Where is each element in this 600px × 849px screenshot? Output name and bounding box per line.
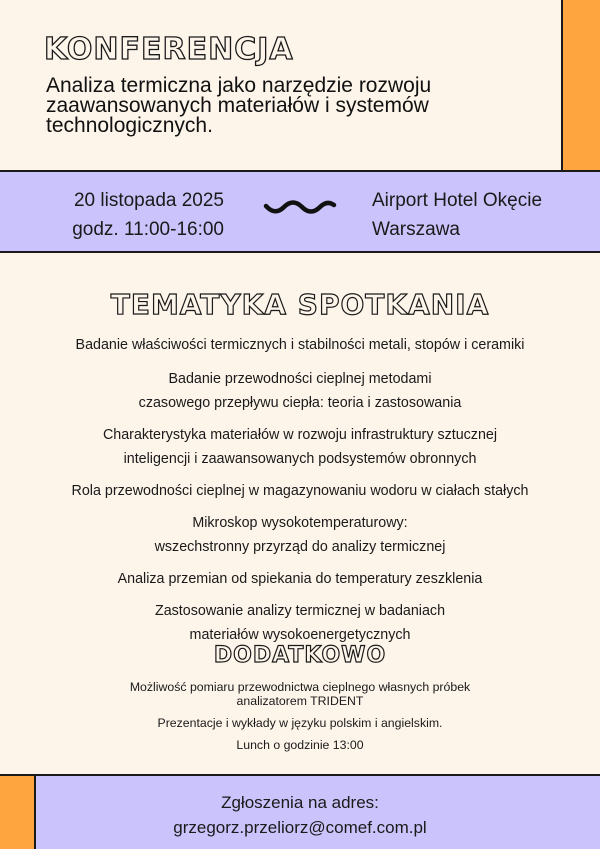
event-datetime xyxy=(72,186,224,244)
additional-item xyxy=(0,716,600,730)
topic-line: Mikroskop wysokotemperaturowy: xyxy=(192,515,408,531)
wave-icon xyxy=(263,198,337,216)
topic-line: Zastosowanie analizy termicznej w badaniach xyxy=(154,603,446,619)
topic-line: Charakterystyka materiałów w rozwoju infrastruktury sztucznej xyxy=(102,427,498,443)
topics-heading: TEMATYKA SPOTKANIA xyxy=(110,288,490,321)
topic-item xyxy=(0,423,600,471)
contact-email[interactable]: grzegorz.przeliorz@comef.com.pl xyxy=(173,818,427,837)
topic-line: inteligencji i zaawansowanych podsystemów obronnych xyxy=(123,451,477,467)
orange-accent-bar-top xyxy=(561,0,600,171)
contact-label: Zgłoszenia na adres: xyxy=(221,793,379,812)
additional-item xyxy=(0,738,600,752)
topic-line: Rola przewodności cieplnej w magazynowaniu wodoru w ciałach stałych xyxy=(71,483,529,499)
additional-line: analizatorem TRIDENT xyxy=(236,694,364,708)
topic-item xyxy=(0,367,600,415)
venue-name: Airport Hotel Okęcie xyxy=(372,190,543,211)
conference-title xyxy=(46,76,496,136)
additional-line: Możliwość pomiaru przewodnictwa cieplnego własnych próbek xyxy=(129,680,471,694)
venue-city: Warszawa xyxy=(372,219,460,240)
topic-item xyxy=(0,599,600,647)
additional-list xyxy=(0,680,600,760)
event-date: 20 listopada 2025 xyxy=(73,190,224,211)
subtitle-line: Analiza termiczna jako narzędzie rozwoju xyxy=(46,74,432,97)
contact-info xyxy=(0,790,600,840)
topic-item xyxy=(0,479,600,503)
topic-line: Badanie przewodności cieplnej metodami xyxy=(168,371,432,387)
conference-label: KONFERENCJA xyxy=(44,32,294,67)
subtitle-line: technologicznych. xyxy=(46,114,213,137)
event-location xyxy=(372,186,542,244)
topic-line: Badanie właściwości termicznych i stabilności metali, stopów i ceramiki xyxy=(75,337,525,353)
topic-line: materiałów wysokoenergetycznych xyxy=(189,627,411,643)
topic-line: wszechstronny przyrząd do analizy termicznej xyxy=(154,539,446,555)
additional-item xyxy=(0,680,600,708)
topics-list xyxy=(0,333,600,655)
subtitle-line: zaawansowanych materiałów i systemów xyxy=(46,94,429,117)
additional-line: Lunch o godzinie 13:00 xyxy=(236,738,364,752)
topic-line: Analiza przemian od spiekania do temperatury zeszklenia xyxy=(117,571,483,587)
event-time: godz. 11:00-16:00 xyxy=(72,219,224,240)
topic-item xyxy=(0,511,600,559)
topic-item xyxy=(0,567,600,591)
topic-item xyxy=(0,333,600,357)
topic-line: czasowego przepływu ciepła: teoria i zastosowania xyxy=(138,395,462,411)
additional-heading: DODATKOWO xyxy=(213,643,387,668)
additional-line: Prezentacje i wykłady w języku polskim i angielskim. xyxy=(157,716,443,730)
